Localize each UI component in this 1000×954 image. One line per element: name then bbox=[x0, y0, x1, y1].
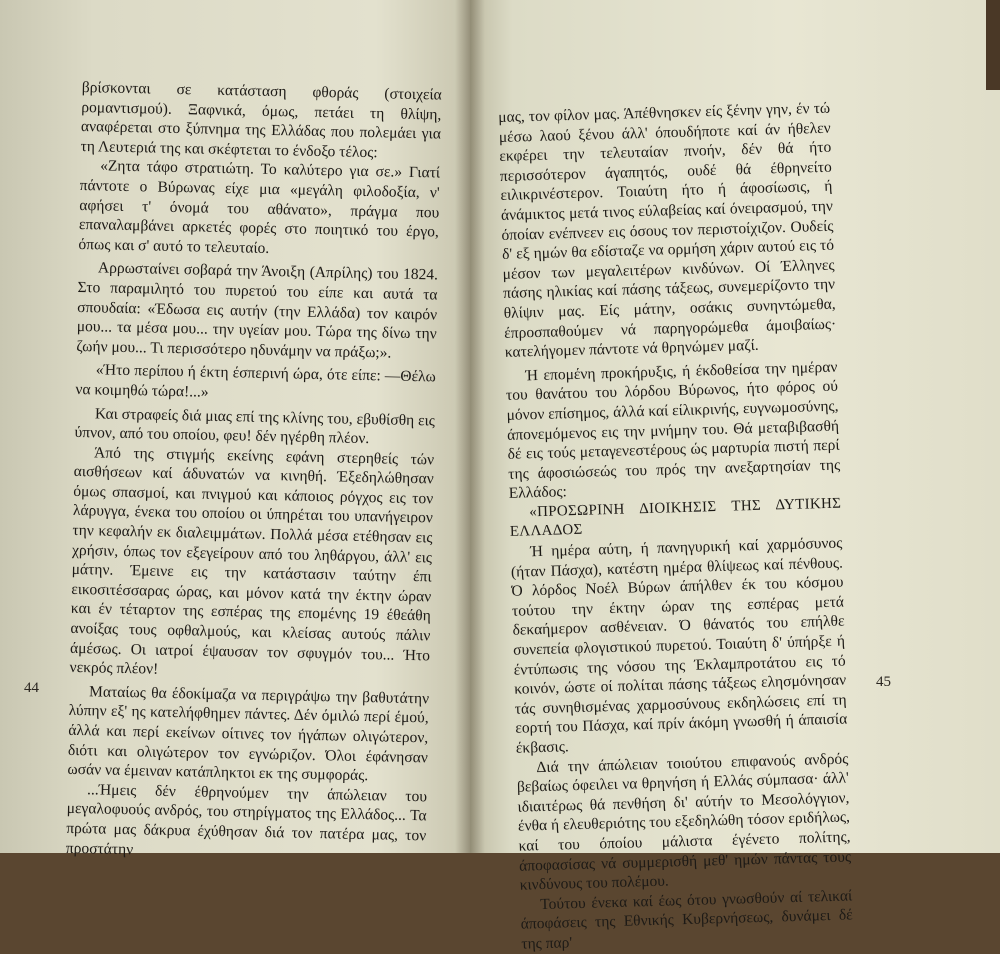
paragraph: Ή επομένη προκήρυξις, ή έκδοθείσα την ημέραν του θανάτου του λόρδου Βύρωνος, ήτο φόρος ού μόνον επίσημος, άλλά καί είλικρινής, ευγνωμοσύνης, άπονεμόμενος εις την μνήμην του. Θά μεταβιβασθή δέ εις τούς μεταγενεστέρους ώς μαρτυρία πιστή περί της άφοσιώσεώς του πρός την ανεξαρτησίαν της Ελλάδος: bbox=[505, 358, 841, 503]
section-heading: «ΠΡΟΣΩΡΙΝΗ ΔΙΟΙΚΗΣΙΣ ΤΗΣ ΔΥΤΙΚΗΣ ΕΛΛΑΔΟΣ bbox=[509, 495, 842, 541]
right-page-text bbox=[498, 99, 854, 954]
left-page-text bbox=[66, 78, 442, 866]
paragraph: Διά την άπώλειαν τοιούτου επιφανούς ανδρός βεβαίως όφειλει να θρηνήση ή Ελλάς σύμπασα· άλλ' ιδιαιτέρως θά πενθήση δι' αύτήν το Μεσολόγγιον, ένθα ή ελευθεριότης του εξεδηλώθη τόσον εριδήλως, καί του όποίου μάλιστα έγένετο πολίτης, άποφασίσας νά συμμερισθή μεθ' ημών πάντας τους κινδύνους του πολέμου. bbox=[516, 750, 852, 894]
paragraph: μας, τον φίλον μας. Άπέθνησκεν είς ξένην γην, έν τώ μέσω λαού ξένου άλλ' όπουδήποτε καί άν ήθελεν εκφέρει την τελευταίαν πνοήν, δέν θά ήτο περισσότερον άγαπητός, ουδέ θά έθρηνείτο ειλικρινέστερον. Τοιαύτη ήτο ή άφοσίωσις, ή άνάμικτος μετά τινος εύλαβείας καί όνειρασμού, την όποίαν ενέπνεεν εις όσους τον περιστοίχιζον. Ουδείς δ' εξ ημών θα εδίσταζε να ορμήση χάριν αυτού εις τό μέσον των μεγαλειτέρων κινδύνων. Οί Έλληνες πάσης ηλικίας καί πάσης τάξεως, συνεμερίζοντο την θλίψιν μας. Είς μάτην, οσάκις συνηντώμεθα, έπροσπαθούμεν νά παρηγορώμεθα άμοιβαίως· κατελήγομεν πάντοτε νά θρηνώμεν μαζί. bbox=[498, 99, 837, 362]
paragraph: ...Ήμεις δέν έθρηνούμεν την άπώλειαν του μεγαλοφυούς ανδρός, του στηρίγματος της Ελλάδος... Τα πρώτα μας δάκρυα έχύθησαν διά τον πατέρα μας, τον προστάτην bbox=[65, 781, 428, 858]
paragraph: Ή ημέρα αύτη, ή πανηγυρική καί χαρμόσυνος (ήταν Πάσχα), κατέστη ημέρα θλίψεως καί πένθους. Ό λόρδος Νοέλ Βύρων άπήλθεν έκ του κόσμου τούτου την έκτην ώραν της εσπέρας μετά δεκαήμερον ασθένειαν. Ό θάνατός του επήλθε συνεπεία φλογιστικού πυρετού. Τοιαύτη δ' ύπήρξε ή έντύπωσις της νόσου της Έκλαμπροτάτου εις τό κοινόν, ώστε οί πολίται πάσης τάξεως ελησμόνησαν τάς συνηθισμένας χαρμοσύνους εκδηλώσεις επί τη εορτή του Πάσχα, καί πρίν άκόμη γνωσθή ή άπαισία έκβασις. bbox=[510, 534, 848, 757]
page-number-left: 44 bbox=[24, 680, 39, 696]
paragraph: «Ζητα τάφο στρατιώτη. Το καλύτερο για σε.» Γιατί πάντοτε ο Βύρωνας είχε μια «μεγάλη φιλοδοξία, ν' αφήσει τ' όνομά του αθάνατο», πράγμα που επαναλαμβάνει αρκετές φορές στο ποιητικό του έργο, όπως και σ' αυτό το τελευταίο. bbox=[78, 157, 441, 257]
background-edge bbox=[986, 0, 1000, 90]
paragraph: Άπό της στιγμής εκείνης εφάνη στερηθείς τών αισθήσεων καί άδυνατών να κινηθή. Έξεδηλώθησαν όμως σπασμοί, και πνιγμού και κάποιος ρόγχος εις τον λάρυγγα, ένεκα του οποίου οι ύπηρέται του υπανήγειρον την κεφαλήν εκ διαλειμμάτων. Πολλά μέσα ετέθησαν εις χρήσιν, όπως τον εξεγείρουν από του ληθάργου, άλλ' εις μάτην. Έμεινε εις την κατάστασιν ταύτην έπι εικοσιτέσσαρας ώρας, και μόνον κατά την έκτην ώραν και έν τέταρτον της εσπέρας της επομένης 19 έθεάθη ανοίξας τους οφθαλμούς, και κλείσας αυτούς πάλιν άμέσως. Οι ιατροί έψαυσαν τον σφυγμόν του... Ήτο νεκρός πλέον! bbox=[69, 444, 435, 678]
paragraph: «Ήτο περίπου ή έκτη έσπερινή ώρα, ότε είπε: —Θέλω να κοιμηθώ τώρα!...» bbox=[75, 361, 436, 401]
book-gutter bbox=[455, 0, 485, 853]
paragraph: Τούτου ένεκα καί έως ότου γνωσθούν αί τελικαί άποφάσεις της Εθνικής Κυβερνήσεως, δυνάμει δέ της παρ' bbox=[520, 887, 853, 953]
paragraph: Αρρωσταίνει σοβαρά την Άνοιξη (Απρίλης) του 1824. Στο παραμιλητό του πυρετού του είπε και αυτά τα σπουδαία: «Έδωσα εις αυτήν (την Ελλάδα) τον καιρόν μου... τα μέσα μου... την υγείαν μου. Τώρα της δίνω την ζωήν μου... Τι περισσότερο ηδυνάμην να πράξω;». bbox=[76, 259, 439, 362]
paragraph: Ματαίως θα έδοκίμαζα να περιγράψω την βαθυτάτην λύπην εξ' ης κατελήφθημεν πάντες. Δέν όμιλώ περί έμού, άλλά και περί εκείνων οίτινες τον ήγάπων ολιγώτερον, διότι και ολιγώτερον τον εγνώριζον. Όλοι έφάνησαν ωσάν να έμειναν κατάπληκτοι εκ της συμφοράς. bbox=[67, 683, 430, 785]
page-number-right: 45 bbox=[876, 674, 891, 690]
paragraph: βρίσκονται σε κατάσταση φθοράς (στοιχεία ρομαντισμού). Ξαφνικά, όμως, πετάει τη θλίψη, αναφέρεται στο ξύπνημα της Ελλάδας που πολεμάει για τη Λευτεριά της και σκέφτεται το ένδοξο τέλος: bbox=[80, 78, 442, 161]
paragraph: Και στραφείς διά μιας επί της κλίνης του, εβυθίσθη εις ύπνον, από του οποίου, φευ! δέν ηγέρθη πλέον. bbox=[74, 404, 436, 448]
